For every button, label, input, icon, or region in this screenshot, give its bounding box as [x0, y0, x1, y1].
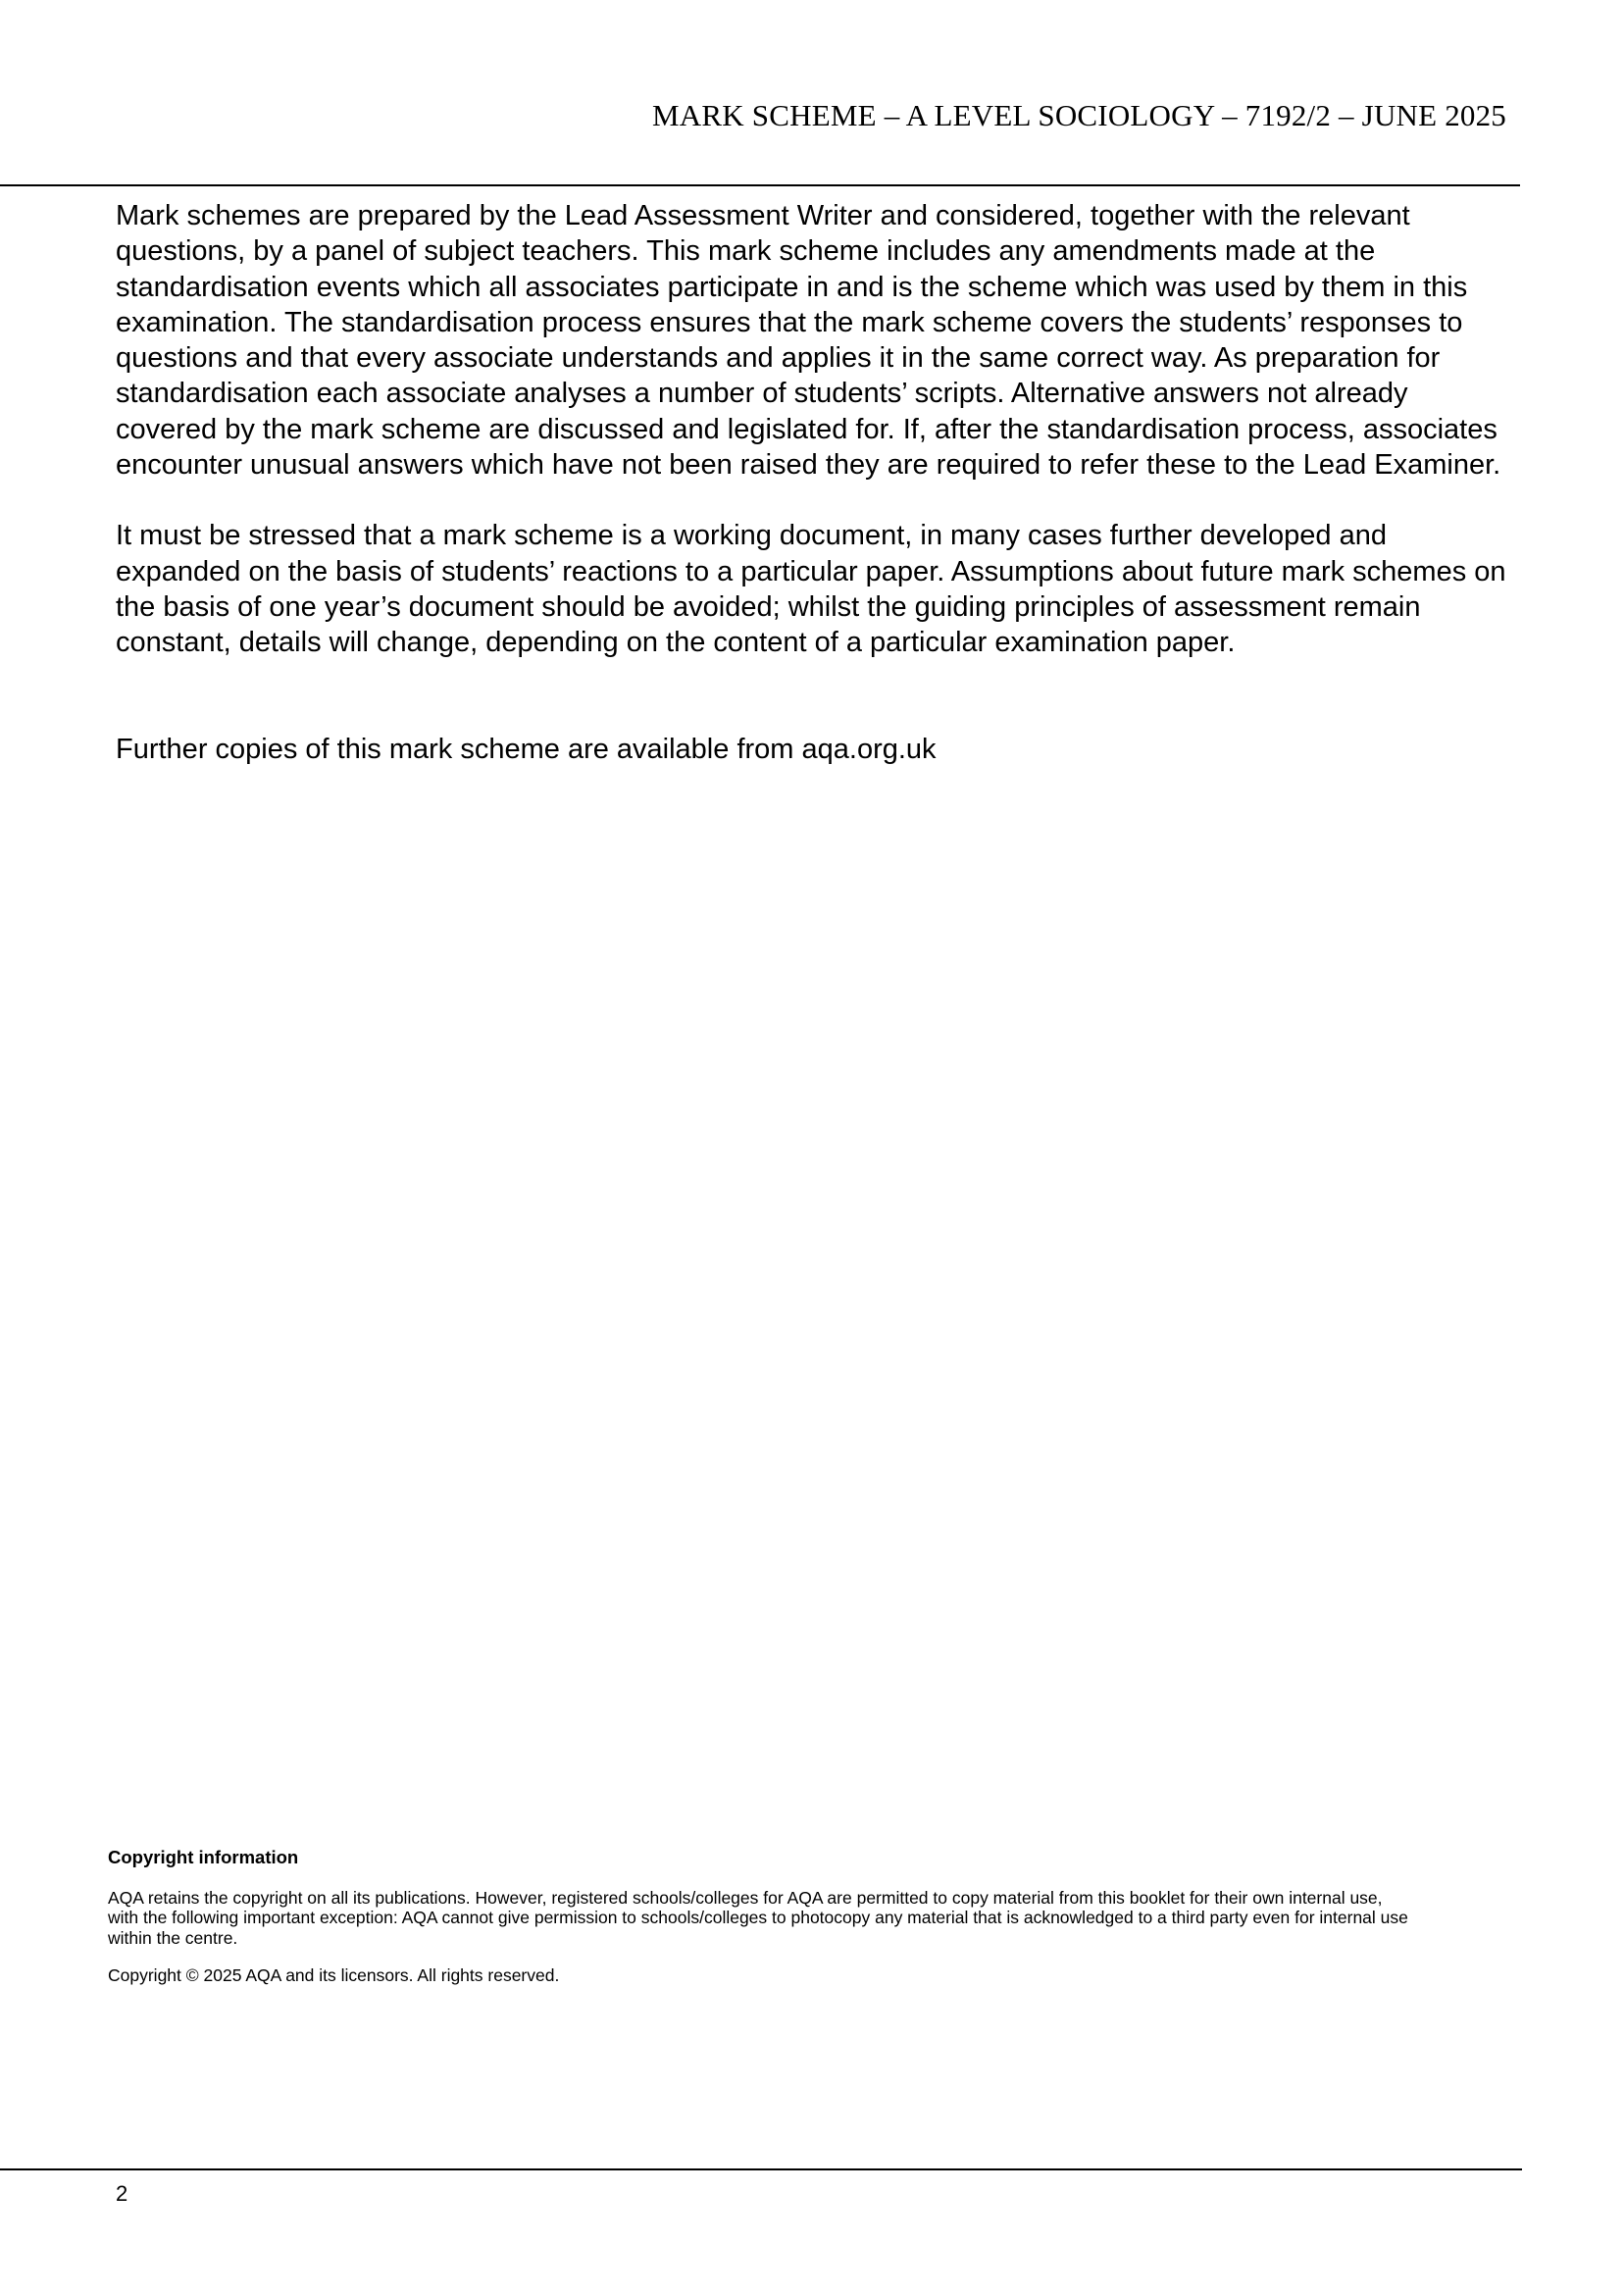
- page-header-title: MARK SCHEME – A LEVEL SOCIOLOGY – 7192/2 – JUNE 2025: [652, 98, 1506, 132]
- paragraph-standardisation: Mark schemes are prepared by the Lead Assessment Writer and considered, together with the relevant questions, by a panel of subject teachers. This mark scheme includes any amendments made at the standardisation events which all associates participate in and is the scheme which was used by them in this examination. The standardisation process ensures that the mark scheme covers the students’ responses to questions and that every associate understands and applies it in the same correct way. As preparation for standardisation each associate analyses a number of students’ scripts. Alternative answers not already covered by the mark scheme are discussed and legislated for. If, after the standardisation process, associates encounter unusual answers which have not been raised they are required to refer these to the Lead Examiner.: [116, 200, 1501, 482]
- header-divider: [0, 184, 1520, 186]
- paragraph-working-document: It must be stressed that a mark scheme is a working document, in many cases further developed and expanded on the basis of students’ reactions to a particular paper. Assumptions about future mark schemes on the basis of one year’s document should be avoided; whilst the guiding principles of assessment remain constant, details will change, depending on the content of a particular examination paper.: [116, 520, 1506, 659]
- copyright-text: AQA retains the copyright on all its publications. However, registered schools/colleges for AQA are permitted to copy material from this booklet for their own internal use, with the following important exception: AQA cannot give permission to schools/colleges to photocopy any material that is acknowledged to a third party even for internal use within the centre.: [108, 1887, 1408, 1948]
- main-content: [116, 198, 1508, 767]
- copyright-notice: Copyright © 2025 AQA and its licensors. All rights reserved.: [108, 1965, 560, 1985]
- copyright-section: [108, 1848, 1412, 1986]
- further-copies-note: Further copies of this mark scheme are available from aqa.org.uk: [116, 733, 937, 765]
- footer-divider: [0, 2168, 1522, 2170]
- copyright-heading: Copyright information: [108, 1847, 299, 1867]
- page-number: 2: [116, 2181, 128, 2206]
